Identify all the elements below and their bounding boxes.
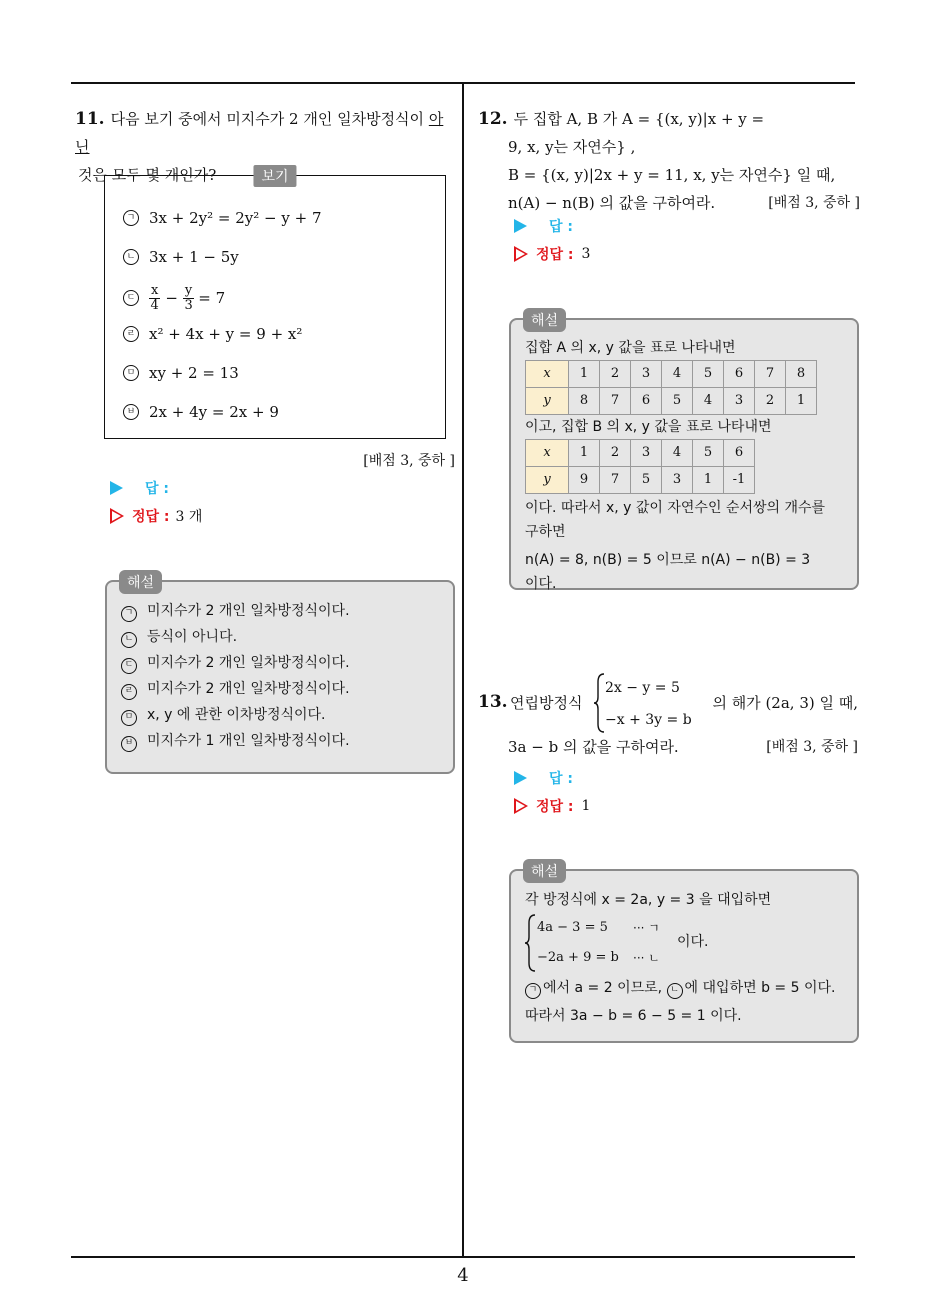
solution-line: ㄴ 등식이 아니다. (121, 624, 441, 650)
table-cell: 5 (662, 388, 693, 415)
table-cell: 1 (693, 467, 724, 494)
table-cell: 3 (631, 440, 662, 467)
question-12-number: 12. (478, 109, 508, 129)
table-cell: 3 (662, 467, 693, 494)
triangle-outline-icon (110, 508, 124, 524)
solution-line: ㅂ 미지수가 1 개인 일차방정식이다. (121, 728, 441, 754)
left-brace-icon (525, 913, 537, 973)
question-13-score: [배점 3, 중하 ] (766, 739, 858, 755)
table-cell: 8 (569, 388, 600, 415)
bogi-label: 보기 (253, 165, 296, 187)
question-11-text: 11. 다음 보기 중에서 미지수가 2 개인 일차방정식이 아닌 것은 모두 몇 개인가? (75, 109, 444, 184)
table-cell: 5 (693, 440, 724, 467)
table-cell: 7 (600, 467, 631, 494)
question-13-solution: 해설 각 방정식에 x = 2a, y = 3 을 대입하면 4a − 3 = 5 ··· ㄱ −2a + 9 = b ··· ㄴ 이다. ㄱ 에서 a = 2 이므로, ㄴ 에 대입하면 b = 5 이다. 따라서 3a − b = 6 − 5 = 1 이다. (509, 869, 859, 1043)
question-12: 12. 두 집합 A, B 가 A = {(x, y)|x + y = 9, x, y는 자연수} , B = {(x, y)|2x + y = 11, x, y는 자연수} 일 때, n(A) − n(B) 의 값을 구하여라. [배점 3, 중하 ] (478, 105, 860, 217)
question-13-correct-row: 정답 : 1 (514, 792, 590, 820)
table-cell: 2 (600, 361, 631, 388)
table-cell: 1 (786, 388, 817, 415)
table-header-x: x (526, 361, 569, 388)
triangle-filled-icon (110, 481, 123, 495)
table-cell: -1 (724, 467, 755, 494)
table-header-y: y (526, 467, 569, 494)
table-cell: 4 (693, 388, 724, 415)
question-11-solution (105, 575, 455, 774)
question-12-score: [배점 3, 중하 ] (768, 195, 860, 211)
solution-label: 해설 (523, 308, 566, 332)
table-cell: 4 (662, 361, 693, 388)
question-13-answer-row: 답 : (514, 764, 573, 792)
bottom-rule (71, 1256, 855, 1258)
table-cell: 4 (662, 440, 693, 467)
bogi-box (104, 169, 446, 439)
question-11-number: 11. (75, 109, 105, 129)
question-11-score: [배점 3, 중하 ] (363, 453, 455, 469)
table-cell: 1 (569, 440, 600, 467)
solution-label: 해설 (523, 859, 566, 883)
table-header-y: y (526, 388, 569, 415)
table-cell: 5 (631, 467, 662, 494)
solution-line: ㄷ 미지수가 2 개인 일차방정식이다. (121, 650, 441, 676)
table-cell: 9 (569, 467, 600, 494)
triangle-outline-icon (514, 246, 528, 262)
triangle-filled-icon (514, 771, 527, 785)
bogi-item-1: ㄱ 3x + 2y² = 2y² − y + 7 (123, 206, 322, 230)
table-cell: 5 (693, 361, 724, 388)
triangle-filled-icon (514, 219, 527, 233)
table-cell: 7 (755, 361, 786, 388)
question-11-correct-row: 정답 : 3 개 (110, 502, 202, 530)
question-12-answer-row: 답 : (514, 212, 573, 240)
table-cell: 7 (600, 388, 631, 415)
table-cell: 1 (569, 361, 600, 388)
question-11-answer-row: 답 : (110, 474, 169, 502)
bogi-item-5: ㅁ xy + 2 = 13 (123, 361, 239, 385)
question-13: 13. 연립방정식 2x − y = 5 −x + 3y = b 의 해가 (2a, 3) 일 때, (478, 672, 858, 734)
page-number: 4 (457, 1265, 469, 1286)
column-divider (462, 82, 464, 1257)
table-cell: 3 (724, 388, 755, 415)
bogi-item-4: ㄹ x² + 4x + y = 9 + x² (123, 322, 302, 346)
value-table-b (525, 439, 755, 494)
bogi-item-3: ㄷ $\frac{x}{4}$ − $\frac{y}{3}$ = 7 (123, 280, 225, 316)
table-cell: 3 (631, 361, 662, 388)
table-cell: 2 (755, 388, 786, 415)
question-12-correct-row: 정답 : 3 (514, 240, 590, 268)
question-12-solution: 해설 집합 A 의 x, y 값을 표로 나타내면 x 1 2 3 4 5 6 7 8 y 8 7 6 5 4 3 2 1 이고, 집합 B 의 x, y 값을 표로 나타내면 x 1 2 3 4 5 6 y 9 7 5 3 1 -1 이다. 따라서 x, y 값이 자연수인 순서쌍의 개수를 구하면 n(A) = 8, n(B) = 5 이므로 n(A) − n(B) = 3 이다. (509, 318, 859, 590)
table-cell: 2 (600, 440, 631, 467)
bogi-item-2: ㄴ 3x + 1 − 5y (123, 245, 239, 269)
table-cell: 8 (786, 361, 817, 388)
solution-line: ㅁ x, y 에 관한 이차방정식이다. (121, 702, 441, 728)
solution-line: ㄹ 미지수가 2 개인 일차방정식이다. (121, 676, 441, 702)
triangle-outline-icon (514, 798, 528, 814)
question-13-number: 13. (478, 692, 508, 712)
table-cell: 6 (631, 388, 662, 415)
value-table-a (525, 360, 817, 415)
bogi-item-6: ㅂ 2x + 4y = 2x + 9 (123, 400, 279, 424)
table-header-x: x (526, 440, 569, 467)
table-cell: 6 (724, 440, 755, 467)
table-cell: 6 (724, 361, 755, 388)
solution-label: 해설 (119, 570, 162, 594)
solution-line: ㄱ 미지수가 2 개인 일차방정식이다. (121, 598, 441, 624)
